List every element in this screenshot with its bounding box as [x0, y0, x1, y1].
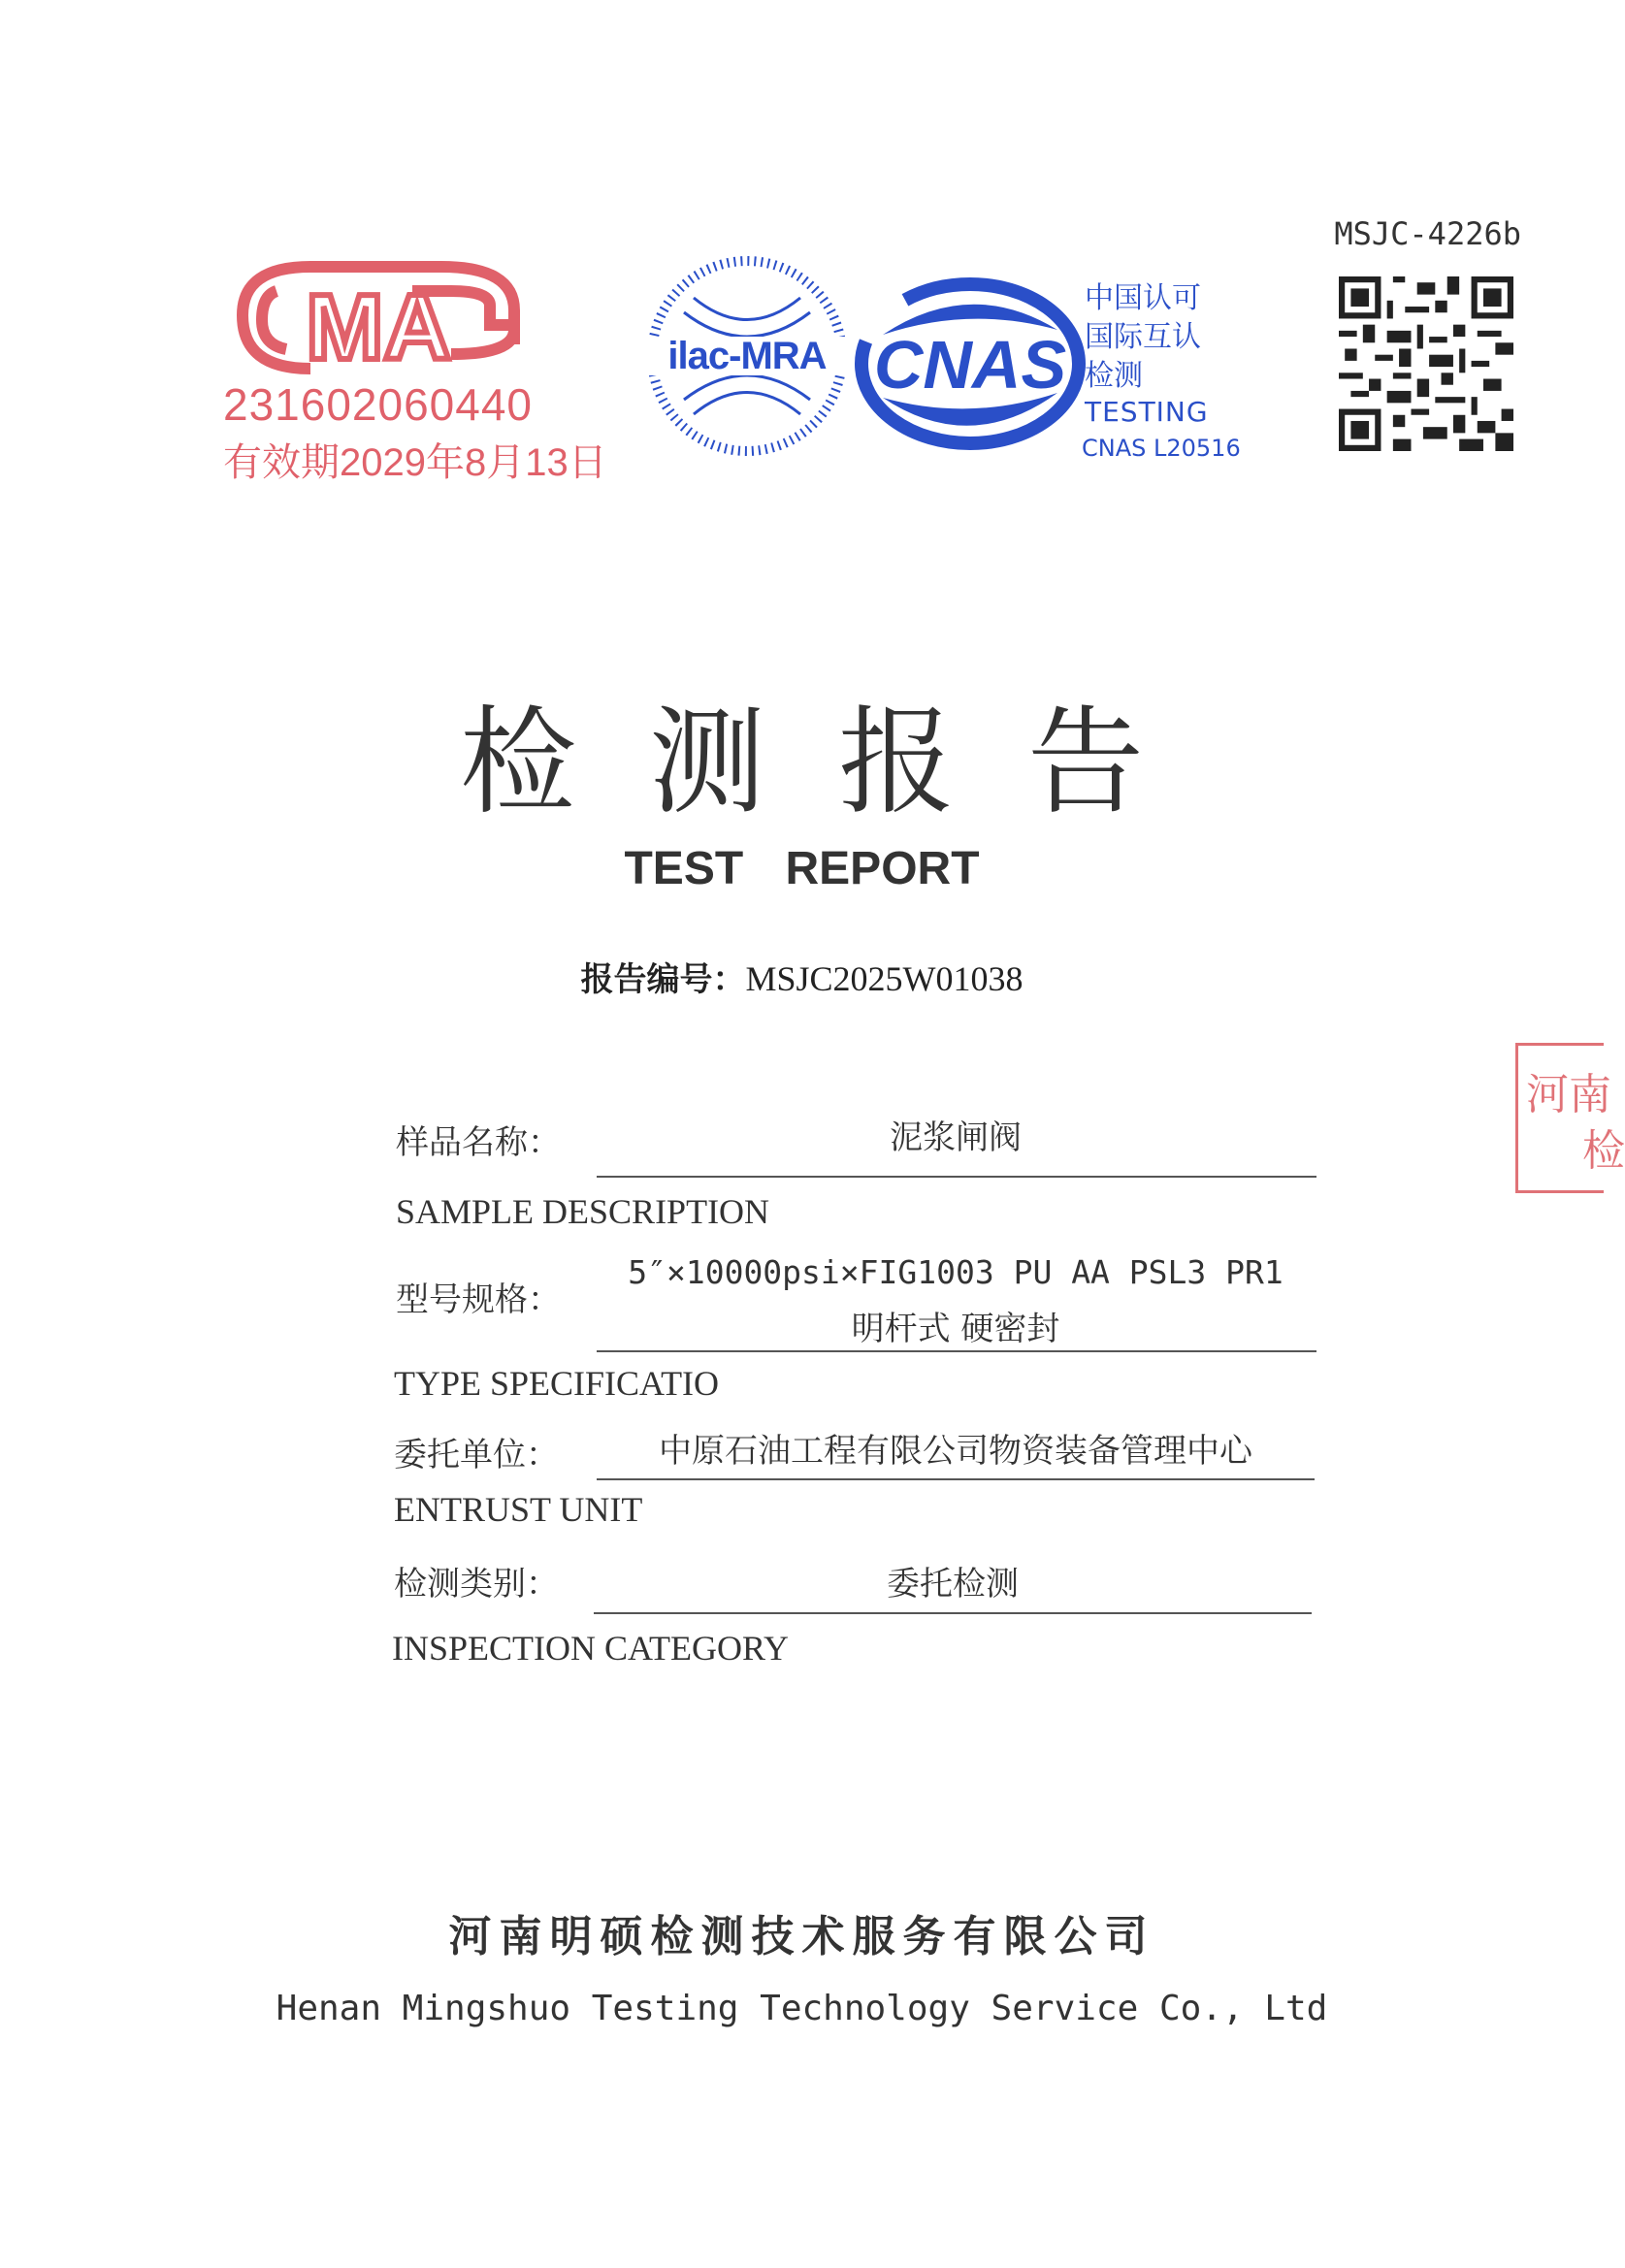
title-english: TEST REPORT — [624, 843, 980, 894]
title-chinese: 检测报告 — [460, 696, 1217, 830]
report-number — [0, 953, 1604, 1000]
type-label: 型号规格： — [396, 1280, 561, 1319]
type-english: TYPE SPECIFICATIO — [394, 1364, 720, 1403]
form-number: MSJC-4226b — [1334, 215, 1521, 252]
cma-validity: 有效期2029年8月13日 — [223, 441, 607, 484]
entrust-label: 委托单位： — [394, 1436, 559, 1474]
cnas-logo-icon — [854, 276, 1087, 451]
svg-text:MA: MA — [306, 275, 451, 379]
entrust-underline — [597, 1478, 1315, 1480]
inspection-english: INSPECTION CATEGORY — [392, 1629, 790, 1668]
type-underline — [597, 1350, 1316, 1352]
inspection-underline — [594, 1612, 1312, 1614]
qr-code-icon — [1339, 276, 1513, 451]
sample-label: 样品名称： — [396, 1123, 561, 1162]
ilac-mra-logo-icon — [645, 254, 849, 458]
cnas-line-1: 中国认可 — [1085, 281, 1201, 315]
edge-seal-line2: 检 — [1582, 1126, 1625, 1176]
edge-seal-line1: 河南 — [1526, 1070, 1611, 1119]
edge-seal-icon — [1515, 1043, 1625, 1193]
inspection-value: 委托检测 — [887, 1565, 1019, 1604]
sample-english: SAMPLE DESCRIPTION — [396, 1192, 770, 1231]
entrust-value: 中原石油工程有限公司物资装备管理中心 — [659, 1432, 1252, 1471]
cma-number: 231602060440 — [223, 379, 533, 430]
cnas-code: CNAS L20516 — [1082, 435, 1241, 462]
inspection-label: 检测类别： — [394, 1565, 559, 1604]
cnas-testing: TESTING — [1085, 396, 1209, 428]
company-name-chinese: 河南明硕检测技术服务有限公司 — [448, 1912, 1155, 1961]
report-number-value: MSJC2025W01038 — [745, 959, 1024, 998]
sample-underline — [597, 1176, 1316, 1178]
svg-text:ilac-MRA: ilac-MRA — [667, 335, 827, 377]
cnas-line-2: 国际互认 — [1085, 320, 1201, 354]
report-number-label: 报告编号： — [580, 960, 746, 999]
svg-text:CNAS: CNAS — [873, 327, 1067, 403]
cnas-line-3: 检测 — [1085, 359, 1143, 393]
entrust-english: ENTRUST UNIT — [394, 1490, 643, 1529]
sample-value: 泥浆闸阀 — [890, 1118, 1022, 1157]
company-name-english: Henan Mingshuo Testing Technology Service Co., Ltd — [276, 1989, 1328, 2028]
type-value-line2: 明杆式 硬密封 — [851, 1310, 1060, 1348]
type-value-line1: 5″×10000psi×FIG1003 PU AA PSL3 PR1 — [628, 1253, 1284, 1291]
